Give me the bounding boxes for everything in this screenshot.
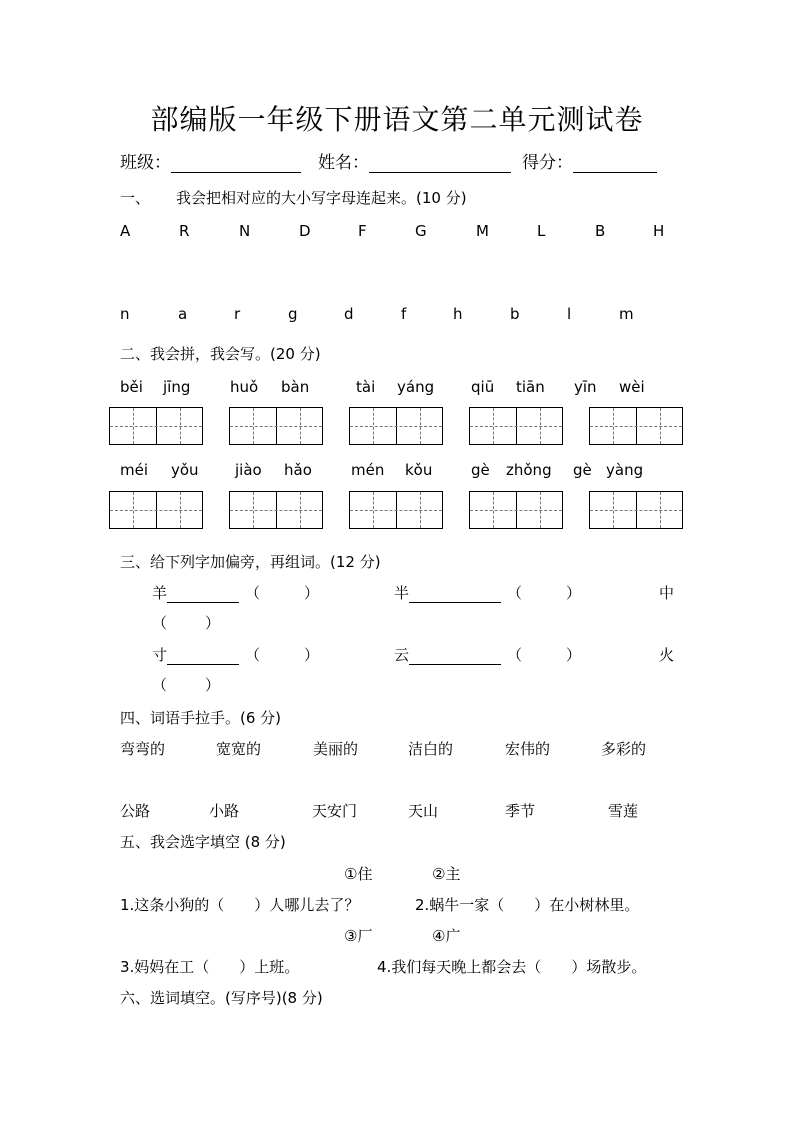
- section5-heading: 五、我会选字填空 (8 分): [120, 833, 286, 851]
- base-char: 中: [659, 584, 675, 602]
- open-paren: （: [152, 676, 168, 694]
- name-blank: [369, 154, 511, 173]
- pinyin: tài: [356, 378, 376, 396]
- pinyin: kǒu: [405, 461, 433, 479]
- lower-letter: a: [178, 305, 188, 323]
- paren-pair: [152, 612, 220, 633]
- noun-word: 雪莲: [608, 802, 639, 820]
- close-paren: ）: [304, 584, 320, 602]
- close-paren: ）: [205, 614, 221, 632]
- radical-blank: [167, 648, 239, 665]
- section1-heading: 我会把相对应的大小写字母连起来。(10 分): [176, 189, 467, 207]
- writing-grid: [109, 407, 203, 445]
- question-4: 4.我们每天晚上都会去（ ）场散步。: [377, 958, 647, 976]
- radical-item: [152, 644, 319, 665]
- pinyin: yáng: [397, 378, 435, 396]
- open-paren: （: [152, 614, 168, 632]
- writing-grid: [229, 407, 323, 445]
- choice-option: ②主: [432, 865, 461, 883]
- open-paren: （: [245, 646, 261, 664]
- pinyin: yàng: [606, 461, 644, 479]
- writing-grid: [589, 491, 683, 529]
- upper-letter: F: [358, 222, 367, 240]
- question-1: 1.这条小狗的（ ）人哪儿去了？: [120, 896, 360, 914]
- question-3: 3.妈妈在工（ ）上班。: [120, 958, 300, 976]
- writing-grid: [469, 407, 563, 445]
- pinyin: yīn: [574, 378, 597, 396]
- pinyin: gè: [471, 461, 490, 479]
- section3-heading: 三、给下列字加偏旁，再组词。(12 分): [120, 553, 381, 571]
- pinyin: hǎo: [284, 461, 312, 479]
- lower-letter: l: [567, 305, 572, 323]
- radical-blank: [409, 586, 501, 603]
- pinyin: mén: [351, 461, 385, 479]
- upper-letter: N: [239, 222, 251, 240]
- class-blank: [171, 154, 301, 173]
- lower-letter: m: [619, 305, 634, 323]
- open-paren: （: [507, 646, 523, 664]
- adjective-word: 多彩的: [601, 740, 647, 758]
- pinyin: jiào: [235, 461, 262, 479]
- upper-letter: D: [299, 222, 311, 240]
- writing-grid: [349, 491, 443, 529]
- base-char: 云: [394, 646, 410, 664]
- radical-item: [394, 644, 581, 665]
- pinyin: běi: [120, 378, 143, 396]
- page-title: 部编版一年级下册语文第二单元测试卷: [150, 103, 644, 136]
- noun-word: 季节: [505, 802, 536, 820]
- close-paren: ）: [566, 646, 582, 664]
- noun-word: 小路: [209, 802, 240, 820]
- open-paren: （: [507, 584, 523, 602]
- lower-letter: n: [120, 305, 130, 323]
- adjective-word: 宽宽的: [216, 740, 262, 758]
- lower-letter: h: [453, 305, 463, 323]
- pinyin: zhǒng: [506, 461, 552, 479]
- radical-blank: [167, 586, 239, 603]
- pinyin: yǒu: [171, 461, 199, 479]
- lower-letter: g: [288, 305, 298, 323]
- base-char: 羊: [152, 584, 168, 602]
- lower-letter: r: [234, 305, 241, 323]
- radical-item: [394, 582, 581, 603]
- lower-letter: f: [401, 305, 407, 323]
- pinyin: jīng: [163, 378, 191, 396]
- radical-blank: [409, 648, 501, 665]
- pinyin: bàn: [281, 378, 310, 396]
- class-label: 班级：: [120, 153, 171, 173]
- writing-grid: [229, 491, 323, 529]
- choice-option: ③厂: [344, 927, 373, 945]
- writing-grid: [349, 407, 443, 445]
- section1-number: 一、: [120, 189, 151, 207]
- choice-option: ④广: [432, 927, 461, 945]
- score-label: 得分：: [522, 153, 573, 173]
- pinyin: huǒ: [230, 378, 259, 396]
- base-char: 半: [394, 584, 410, 602]
- section4-heading: 四、词语手拉手。(6 分): [120, 709, 282, 727]
- question-2: 2.蜗牛一家（ ）在小树林里。: [415, 896, 640, 914]
- lower-letter: d: [344, 305, 354, 323]
- writing-grid: [109, 491, 203, 529]
- upper-letter: L: [537, 222, 546, 240]
- upper-letter: B: [595, 222, 606, 240]
- pinyin: gè: [573, 461, 592, 479]
- name-label: 姓名：: [318, 153, 369, 173]
- close-paren: ）: [304, 646, 320, 664]
- adjective-word: 洁白的: [408, 740, 454, 758]
- noun-word: 公路: [120, 802, 151, 820]
- writing-grid: [589, 407, 683, 445]
- upper-letter: A: [120, 222, 131, 240]
- upper-letter: R: [179, 222, 190, 240]
- adjective-word: 宏伟的: [505, 740, 551, 758]
- pinyin: tiān: [516, 378, 545, 396]
- upper-letter: M: [476, 222, 489, 240]
- section6-heading: 六、选词填空。(写序号)(8 分): [120, 989, 323, 1007]
- close-paren: ）: [205, 676, 221, 694]
- base-char: 寸: [152, 646, 168, 664]
- noun-word: 天安门: [312, 802, 358, 820]
- score-field: [522, 148, 657, 173]
- score-blank: [573, 154, 657, 173]
- open-paren: （: [245, 584, 261, 602]
- paren-pair: [152, 674, 220, 695]
- pinyin: méi: [120, 461, 149, 479]
- name-field: [318, 148, 511, 173]
- adjective-word: 美丽的: [313, 740, 359, 758]
- lower-letter: b: [510, 305, 520, 323]
- base-char: 火: [659, 646, 675, 664]
- upper-letter: G: [415, 222, 427, 240]
- writing-grid: [469, 491, 563, 529]
- class-field: [120, 148, 301, 173]
- pinyin: qiū: [471, 378, 495, 396]
- upper-letter: H: [653, 222, 665, 240]
- section2-heading: 二、我会拼，我会写。(20 分): [120, 345, 321, 363]
- noun-word: 天山: [408, 802, 439, 820]
- pinyin: wèi: [619, 378, 645, 396]
- close-paren: ）: [566, 584, 582, 602]
- choice-option: ①住: [344, 865, 373, 883]
- radical-item: [152, 582, 319, 603]
- adjective-word: 弯弯的: [120, 740, 166, 758]
